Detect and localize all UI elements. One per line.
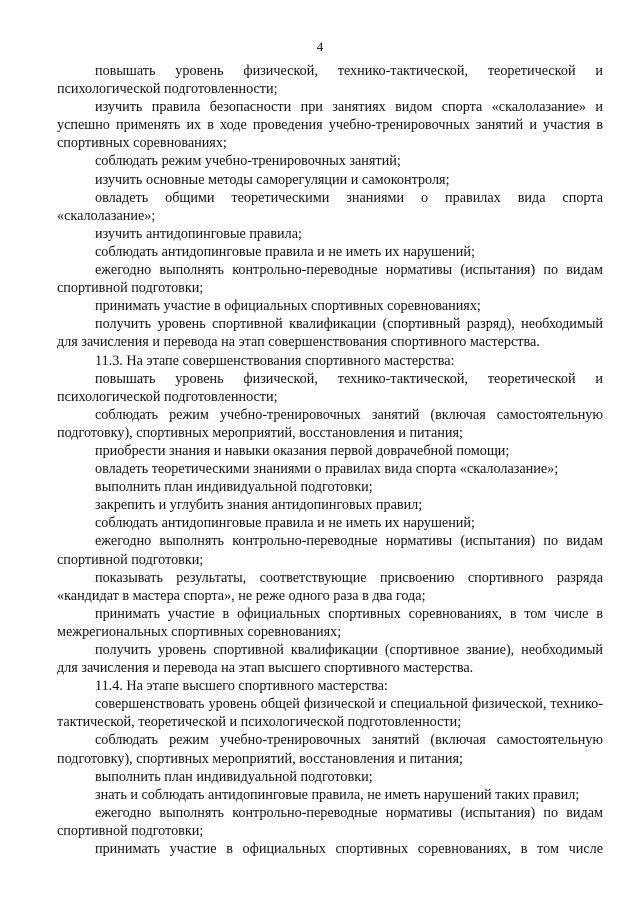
- paragraph: выполнить план индивидуальной подготовки;: [95, 479, 373, 496]
- paragraph: соблюдать режим учебно-тренировочных занятий (включая самостоятельную подготовку), спортивных мероприятий, восстановления и питания;: [57, 406, 603, 441]
- document-body: [57, 62, 603, 858]
- paragraph: овладеть теоретическими знаниями о правилах вида спорта «скалолазание»;: [95, 461, 559, 478]
- paragraph: изучить правила безопасности при занятиях видом спорта «скалолазание» и успешно применять их в ходе проведения учебно-тренировочных занятий и участия в спортивных соревнованиях;: [57, 99, 603, 152]
- paragraph: овладеть общими теоретическими знаниями о правилах вида спорта «скалолазание»;: [57, 189, 603, 224]
- paragraph: соблюдать режим учебно-тренировочных занятий (включая самостоятельную подготовку), спортивных мероприятий, восстановления и питания;: [57, 732, 603, 767]
- paragraph: закрепить и углубить знания антидопинговых правил;: [95, 497, 423, 514]
- paragraph: соблюдать антидопинговые правила и не иметь их нарушений;: [95, 243, 475, 260]
- paragraph: повышать уровень физической, технико-тактической, теоретической и психологической подготовленности;: [57, 63, 603, 98]
- paragraph: соблюдать режим учебно-тренировочных занятий;: [95, 153, 401, 170]
- paragraph: показывать результаты, соответствующие присвоению спортивного разряда «кандидат в мастера спорта», не реже одного раза в два года;: [57, 569, 603, 604]
- paragraph: принимать участие в официальных спортивных соревнованиях, в том числе: [95, 841, 603, 858]
- paragraph: приобрести знания и навыки оказания первой доврачебной помощи;: [95, 442, 510, 459]
- paragraph: соблюдать антидопинговые правила и не иметь их нарушений;: [95, 515, 475, 532]
- paragraph: изучить основные методы саморегуляции и самоконтроля;: [95, 171, 450, 188]
- paragraph: выполнить план индивидуальной подготовки;: [95, 768, 373, 785]
- paragraph: получить уровень спортивной квалификации (спортивное звание), необходимый для зачисления и перевода на этап высшего спортивного мастерства.: [57, 642, 603, 677]
- page-number: 4: [316, 39, 324, 54]
- paragraph: повышать уровень физической, технико-тактической, теоретической и психологической подготовленности;: [57, 370, 603, 405]
- paragraph: принимать участие в официальных спортивных соревнованиях;: [95, 298, 481, 315]
- section-heading: 11.3. На этапе совершенствования спортивного мастерства:: [95, 352, 455, 369]
- paragraph: принимать участие в официальных спортивных соревнованиях, в том числе в межрегиональных спортивных соревнованиях;: [57, 605, 603, 640]
- paragraph: знать и соблюдать антидопинговые правила, не иметь нарушений таких правил;: [95, 786, 580, 803]
- paragraph: получить уровень спортивной квалификации (спортивный разряд), необходимый для зачисления и перевода на этап совершенствования спортивного мастерства.: [57, 316, 603, 351]
- section-heading: 11.4. На этапе высшего спортивного мастерства:: [95, 678, 388, 695]
- paragraph: изучить антидопинговые правила;: [95, 225, 302, 242]
- paragraph: совершенствовать уровень общей физической и специальной физической, технико-тактической, теоретической и психологической подготовленности;: [57, 696, 603, 731]
- paragraph: ежегодно выполнять контрольно-переводные нормативы (испытания) по видам спортивной подготовки;: [57, 533, 603, 568]
- paragraph: ежегодно выполнять контрольно-переводные нормативы (испытания) по видам спортивной подготовки;: [57, 262, 603, 297]
- paragraph: ежегодно выполнять контрольно-переводные нормативы (испытания) по видам спортивной подготовки;: [57, 804, 603, 839]
